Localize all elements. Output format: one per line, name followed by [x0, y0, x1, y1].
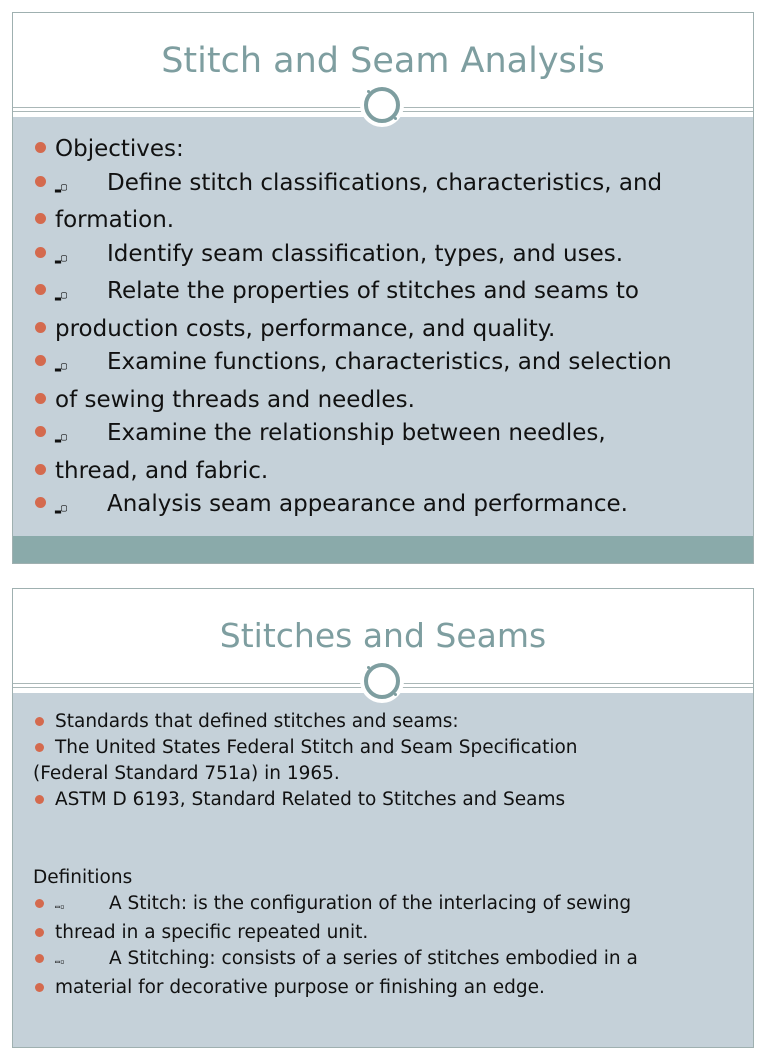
- list-heading-text: Definitions: [33, 867, 133, 888]
- list-item-text: A Stitch: is the configuration of the interlacing of sewing: [109, 893, 632, 914]
- slide-body: [13, 133, 753, 526]
- list-item-text: Examine functions, characteristics, and selection: [107, 349, 672, 375]
- slide-1: [12, 12, 754, 564]
- list-item: [13, 891, 753, 920]
- list-item: [13, 238, 753, 276]
- spacer: [13, 839, 753, 865]
- bullet-icon: [35, 176, 46, 187]
- list-item-text: Standards that defined stitches and seams:: [55, 711, 459, 732]
- bullet-icon: [35, 213, 46, 224]
- list-item: [13, 488, 753, 526]
- slide-body: [13, 709, 753, 1001]
- slide-title: Stitches and Seams: [219, 616, 547, 655]
- placeholder-glyph-icon: ▭▫: [55, 902, 65, 911]
- placeholder-glyph-icon: ▂▢: [55, 290, 68, 301]
- bullet-icon: [35, 247, 46, 258]
- bullet-icon: [35, 928, 44, 937]
- list-item: [13, 167, 753, 205]
- list-item-text: thread, and fabric.: [55, 457, 269, 484]
- placeholder-glyph-icon: ▂▢: [55, 503, 68, 514]
- bullet-icon: [35, 284, 46, 295]
- list-item: [13, 313, 753, 347]
- bullet-icon: [35, 426, 46, 437]
- bullet-icon: [35, 142, 46, 153]
- list-item: [13, 709, 753, 735]
- list-item-text: Relate the properties of stitches and seams to: [107, 278, 639, 304]
- placeholder-glyph-icon: ▂▢: [55, 361, 68, 372]
- list-item: [13, 787, 753, 813]
- placeholder-glyph-icon: ▭▫: [55, 957, 65, 966]
- ring-icon: [364, 663, 400, 699]
- bullet-icon: [35, 983, 44, 992]
- list-item-text: thread in a specific repeated unit.: [55, 922, 369, 943]
- list-item: [13, 417, 753, 455]
- list-item: [13, 946, 753, 975]
- slide-title: Stitch and Seam Analysis: [161, 41, 605, 81]
- list-item: [13, 975, 753, 1001]
- list-item-text: Examine the relationship between needles,: [107, 420, 606, 446]
- list-item: [13, 920, 753, 946]
- list-item-text: Analysis seam appearance and performance.: [107, 491, 628, 517]
- list-item-text: Identify seam classification, types, and uses.: [107, 240, 624, 267]
- bullet-icon: [35, 717, 44, 726]
- spacer: [13, 813, 753, 839]
- list-item: [13, 761, 753, 787]
- bullet-icon: [35, 464, 46, 475]
- list-item-text: of sewing threads and needles.: [55, 386, 415, 413]
- list-item-text: Define stitch classifications, characteristics, and: [107, 169, 663, 196]
- list-item-text: formation.: [55, 207, 175, 233]
- list-item-text: production costs, performance, and quality.: [55, 315, 556, 342]
- list-item-text: A Stitching: consists of a series of stitches embodied in a: [109, 948, 638, 969]
- list-item: [13, 133, 753, 167]
- placeholder-glyph-icon: ▂▢: [55, 432, 68, 443]
- placeholder-glyph-icon: ▂▢: [55, 252, 68, 264]
- list-item-text: material for decorative purpose or finishing an edge.: [55, 977, 545, 998]
- list-item: [13, 455, 753, 489]
- footer-band: [13, 536, 753, 563]
- bullet-icon: [35, 795, 44, 804]
- list-item: [13, 384, 753, 418]
- bullet-icon: [35, 743, 44, 752]
- placeholder-glyph-icon: ▂▢: [55, 181, 68, 193]
- bullet-icon: [35, 899, 44, 908]
- ring-icon: [364, 87, 400, 123]
- list-item-text: Objectives:: [55, 136, 184, 162]
- list-item-text: The United States Federal Stitch and Seam Specification: [55, 737, 578, 758]
- bullet-icon: [35, 393, 46, 404]
- list-item-text: (Federal Standard 751a) in 1965.: [33, 763, 340, 784]
- bullet-icon: [35, 497, 46, 508]
- bullet-icon: [35, 355, 46, 366]
- list-item: [13, 275, 753, 313]
- list-item: [13, 735, 753, 761]
- list-item-text: ASTM D 6193, Standard Related to Stitches and Seams: [55, 789, 566, 810]
- list-heading: [13, 865, 753, 891]
- bullet-icon: [35, 322, 46, 333]
- list-item: [13, 346, 753, 384]
- bullet-icon: [35, 954, 44, 963]
- list-item: [13, 204, 753, 238]
- slide-2: [12, 588, 754, 1048]
